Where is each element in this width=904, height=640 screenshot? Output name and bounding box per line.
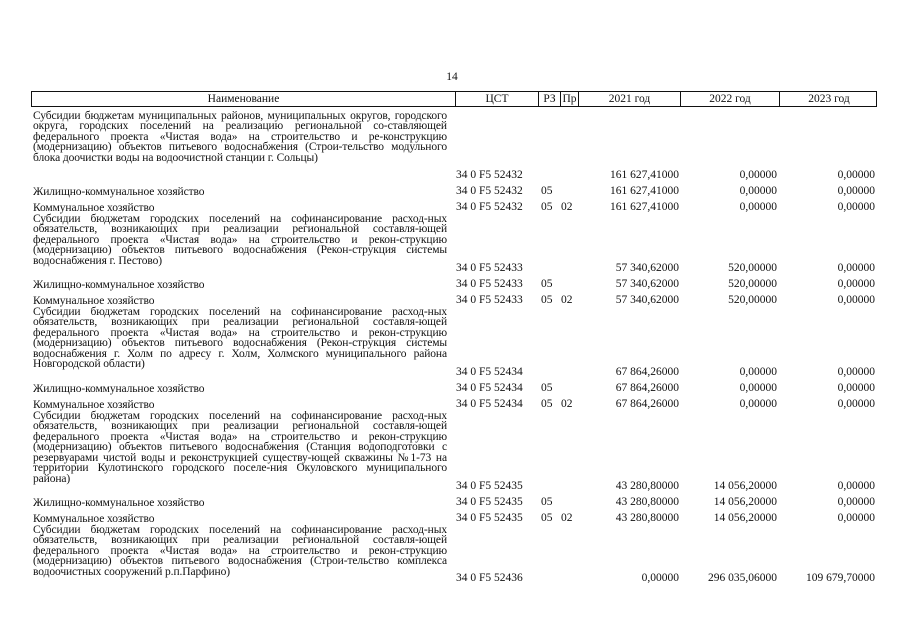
row-name: Жилищно-коммунальное хозяйство xyxy=(33,496,205,509)
table-body xyxy=(31,111,877,585)
row-value-2022: 0,00000 xyxy=(739,382,777,394)
row-name: Субсидии бюджетам муниципальных районов, муниципальных округов, городского округа, городских поселений на реализацию региональной со-ставляющей федерального проекта «Чистая вода» на строительство и ре-конструкцию (модернизацию) объектов питьевого водоснабжения (Строи-тельство модульного блока доочистки воды на водоочистной станции г. Сольцы) xyxy=(33,110,447,164)
row-value-2022: 14 056,20000 xyxy=(713,480,777,492)
table-row xyxy=(31,275,877,291)
table-row xyxy=(31,411,877,493)
row-name: Жилищно-коммунальное хозяйство xyxy=(33,185,205,198)
row-value-2021: 67 864,26000 xyxy=(615,366,679,378)
row-value-2021: 43 280,80000 xyxy=(615,480,679,492)
row-value-2022: 520,00000 xyxy=(728,262,777,274)
row-rz: 05 xyxy=(541,512,553,524)
row-value-2023: 0,00000 xyxy=(837,278,875,290)
row-cst: 34 0 F5 52435 xyxy=(456,512,523,524)
table-row xyxy=(31,198,877,214)
row-value-2022: 520,00000 xyxy=(728,294,777,306)
row-value-2021: 57 340,62000 xyxy=(615,262,679,274)
row-rz: 05 xyxy=(541,382,553,394)
row-cst: 34 0 F5 52435 xyxy=(456,480,523,492)
row-value-2023: 0,00000 xyxy=(837,512,875,524)
row-value-2023: 109 679,70000 xyxy=(806,572,875,584)
header-rz: РЗ xyxy=(538,92,560,106)
table-row xyxy=(31,379,877,395)
row-value-2023: 0,00000 xyxy=(837,169,875,181)
row-value-2022: 0,00000 xyxy=(739,398,777,410)
header-2022: 2022 год xyxy=(680,92,779,106)
row-value-2023: 0,00000 xyxy=(837,262,875,274)
row-value-2021: 43 280,80000 xyxy=(615,496,679,508)
row-value-2021: 43 280,80000 xyxy=(615,512,679,524)
table-row xyxy=(31,493,877,509)
table-row xyxy=(31,395,877,411)
row-rz: 05 xyxy=(541,278,553,290)
row-cst: 34 0 F5 52434 xyxy=(456,398,523,410)
row-pr: 02 xyxy=(561,201,573,213)
header-2021: 2021 год xyxy=(578,92,680,106)
row-name: Субсидии бюджетам городских поселений на софинансирование расход-ных обязательств, возникающих при реализации региональной составля-ющей федерального проекта «Чистая вода» на строительство и рекон-струкцию (модернизацию) объектов питьевого водоснабжения (Станция водоподготовки с резервуарами чистой воды и реконструкцией существу-ющей скважины №1-73 на территории Кулотинского городского поселе-ния Окуловского муниципального района) xyxy=(33,410,447,485)
row-pr: 02 xyxy=(561,294,573,306)
row-value-2022: 14 056,20000 xyxy=(713,496,777,508)
row-cst: 34 0 F5 52432 xyxy=(456,201,523,213)
row-name: Коммунальное хозяйство xyxy=(33,512,155,525)
table-row xyxy=(31,307,877,379)
row-rz: 05 xyxy=(541,185,553,197)
row-cst: 34 0 F5 52433 xyxy=(456,262,523,274)
row-value-2022: 0,00000 xyxy=(739,201,777,213)
table-row xyxy=(31,214,877,275)
row-value-2023: 0,00000 xyxy=(837,185,875,197)
row-value-2021: 161 627,41000 xyxy=(610,185,679,197)
row-name: Субсидии бюджетам городских поселений на софинансирование расход-ных обязательств, возникающих при реализации региональной составля-ющей федерального проекта «Чистая вода» на строительство и рекон-струкцию (модернизацию) объектов питьевого водоснабжения (Рекон-струкция системы водоснабжения г. Холм по адресу г. Холм, Холмского муниципального района Новгородской области) xyxy=(33,306,447,371)
row-value-2023: 0,00000 xyxy=(837,496,875,508)
row-value-2023: 0,00000 xyxy=(837,382,875,394)
row-name: Жилищно-коммунальное хозяйство xyxy=(33,278,205,291)
row-cst: 34 0 F5 52435 xyxy=(456,496,523,508)
row-cst: 34 0 F5 52432 xyxy=(456,185,523,197)
header-cst: ЦСТ xyxy=(455,92,538,106)
row-cst: 34 0 F5 52436 xyxy=(456,572,523,584)
row-value-2023: 0,00000 xyxy=(837,480,875,492)
row-value-2022: 520,00000 xyxy=(728,278,777,290)
row-value-2022: 0,00000 xyxy=(739,366,777,378)
row-value-2023: 0,00000 xyxy=(837,294,875,306)
row-value-2022: 0,00000 xyxy=(739,169,777,181)
row-value-2021: 67 864,26000 xyxy=(615,382,679,394)
row-value-2021: 57 340,62000 xyxy=(615,278,679,290)
row-value-2022: 296 035,06000 xyxy=(708,572,777,584)
header-name: Наименование xyxy=(207,93,280,105)
row-cst: 34 0 F5 52433 xyxy=(456,294,523,306)
row-name: Коммунальное хозяйство xyxy=(33,398,155,411)
row-name: Жилищно-коммунальное хозяйство xyxy=(33,382,205,395)
page-number: 14 xyxy=(446,71,458,83)
row-pr: 02 xyxy=(561,512,573,524)
header-2023: 2023 год xyxy=(779,92,878,106)
row-rz: 05 xyxy=(541,496,553,508)
row-cst: 34 0 F5 52434 xyxy=(456,366,523,378)
row-rz: 05 xyxy=(541,294,553,306)
table-row xyxy=(31,525,877,585)
row-cst: 34 0 F5 52434 xyxy=(456,382,523,394)
row-pr: 02 xyxy=(561,398,573,410)
row-value-2023: 0,00000 xyxy=(837,398,875,410)
header-pr: Пр xyxy=(560,92,578,106)
table-row xyxy=(31,509,877,525)
row-value-2021: 0,00000 xyxy=(641,572,679,584)
row-cst: 34 0 F5 52433 xyxy=(456,278,523,290)
row-value-2021: 161 627,41000 xyxy=(610,201,679,213)
row-rz: 05 xyxy=(541,398,553,410)
table-row xyxy=(31,291,877,307)
table-row xyxy=(31,111,877,182)
row-name: Коммунальное хозяйство xyxy=(33,294,155,307)
row-value-2022: 14 056,20000 xyxy=(713,512,777,524)
row-cst: 34 0 F5 52432 xyxy=(456,169,523,181)
row-value-2023: 0,00000 xyxy=(837,201,875,213)
table-header xyxy=(31,91,877,107)
row-value-2021: 67 864,26000 xyxy=(615,398,679,410)
row-name: Субсидии бюджетам городских поселений на софинансирование расход-ных обязательств, возникающих при реализации региональной составля-ющей федерального проекта «Чистая вода» на строительство и рекон-струкцию (модернизацию) объектов питьевого водоснабжения (Рекон-струкция системы водоснабжения г. Пестово) xyxy=(33,213,447,267)
table-row xyxy=(31,182,877,198)
row-value-2021: 161 627,41000 xyxy=(610,169,679,181)
row-value-2021: 57 340,62000 xyxy=(615,294,679,306)
row-name: Субсидии бюджетам городских поселений на софинансирование расход-ных обязательств, возникающих при реализации региональной составля-ющей федерального проекта «Чистая вода» на строительство и рекон-струкцию (модернизацию) объектов питьевого водоснабжения (Строи-тельство комплекса водоочистных сооружений р.п.Парфино) xyxy=(33,524,447,578)
row-rz: 05 xyxy=(541,201,553,213)
row-name: Коммунальное хозяйство xyxy=(33,201,155,214)
row-value-2022: 0,00000 xyxy=(739,185,777,197)
row-value-2023: 0,00000 xyxy=(837,366,875,378)
